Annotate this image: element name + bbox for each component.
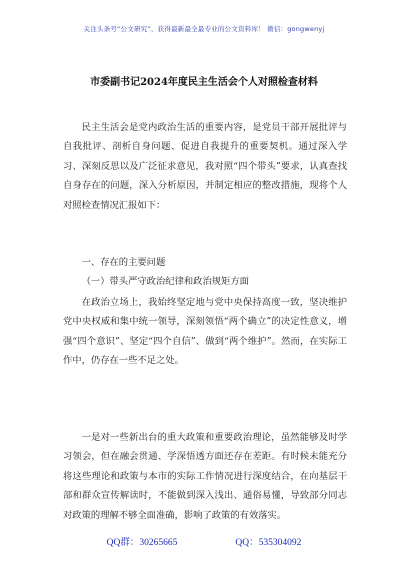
section-heading: 一、存在的主要问题 (81, 257, 166, 268)
qq-number: QQ：535304092 (235, 538, 302, 548)
body-paragraph-political-stance: 在政治立场上，我始终坚定地与党中央保持高度一致，坚决维护党中央权威和集中统一领导，深刻领悟“两个确立”的决定性意义，增强“四个意识”、坚定“四个自信”、做到“两个维护”。然而，在实际工作中，仍存在一些不足之处。 (63, 297, 347, 367)
header-note: 关注头条号“公文研究”，获得最新最全最专业的公文资料库！ 微信：gongwenyj (83, 25, 325, 33)
intro-paragraph: 民主生活会是党内政治生活的重要内容，是党员干部开展批评与自我批评、剖析自身问题、促进自我提升的重要契机。通过深入学习、深刻反思以及广泛征求意见，我对照“四个带头”要求，认真查找自身存在的问题，深入分析原因，并制定相应的整改措施，现将个人对照检查情况汇报如下： (63, 122, 347, 211)
footer-contact (0, 534, 408, 548)
qq-group-number: QQ群：30265665 (106, 538, 178, 548)
body-paragraph-issue-one: 一是对一些新出台的重大政策和重要政治理论，虽然能够及时学习领会，但在融会贯通、学深悟透方面还存在差距。有时候未能充分将这些理论和政策与本市的实际工作情况进行深度结合，在向基层干部和群众宣传解读时，不能做到深入浅出、通俗易懂，导致部分同志对政策的理解不够全面准确，影响了政策的有效落实。 (63, 432, 347, 521)
document-title: 市委副书记2024年度民主生活会个人对照检查材料 (90, 77, 318, 88)
subsection-heading: （一）带头严守政治纪律和政治规矩方面 (81, 276, 249, 287)
